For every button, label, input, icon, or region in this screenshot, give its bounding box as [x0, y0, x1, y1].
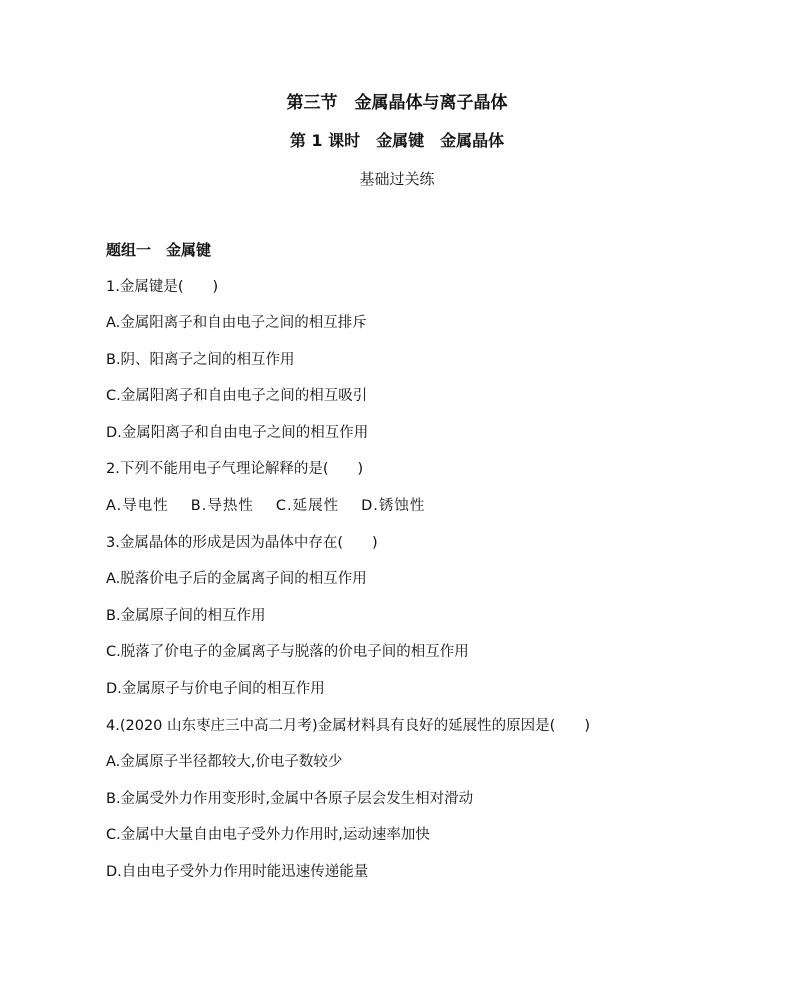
question-2-options [106, 495, 706, 517]
question-1-option-b: B.阴、阳离子之间的相互作用 [106, 351, 295, 368]
question-2-option-b: B.导热性 [190, 498, 254, 515]
question-1-option-a: A.金属阳离子和自由电子之间的相互排斥 [106, 315, 367, 332]
question-2-option-a: A.导电性 [106, 498, 169, 515]
question-list [106, 239, 706, 898]
question-1-stem: 1.金属键是( ) [106, 278, 219, 295]
question-4-option-a: A.金属原子半径都较大,价电子数较少 [106, 754, 343, 771]
question-3-option-c: C.脱落了价电子的金属离子与脱落的价电子间的相互作用 [106, 644, 469, 661]
exercise-subtitle: 基础过关练 [359, 170, 435, 188]
question-2-stem: 2.下列不能用电子气理论解释的是( ) [106, 461, 364, 478]
question-3-option-a: A.脱落价电子后的金属离子间的相互作用 [106, 571, 367, 588]
question-2-option-d: D.锈蚀性 [361, 498, 426, 515]
question-3-option-d: D.金属原子与价电子间的相互作用 [106, 681, 325, 698]
lesson-title: 第 1 课时 金属键 金属晶体 [289, 131, 505, 150]
question-2-option-c: C.延展性 [275, 498, 340, 515]
question-4-option-b: B.金属受外力作用变形时,金属中各原子层会发生相对滑动 [106, 790, 474, 807]
question-4-stem: 4.(2020 山东枣庄三中高二月考)金属材料具有良好的延展性的原因是( ) [106, 717, 590, 734]
question-4-option-c: C.金属中大量自由电子受外力作用时,运动速率加快 [106, 827, 430, 844]
question-4-option-d: D.自由电子受外力作用时能迅速传递能量 [106, 864, 369, 880]
section-title: 第三节 金属晶体与离子晶体 [286, 93, 508, 113]
question-1-option-c: C.金属阳离子和自由电子之间的相互吸引 [106, 388, 368, 405]
question-3-stem: 3.金属晶体的形成是因为晶体中存在( ) [106, 534, 378, 551]
group-heading: 题组一 金属键 [106, 241, 212, 259]
question-3-option-b: B.金属原子间的相互作用 [106, 607, 266, 624]
question-1-option-d: D.金属阳离子和自由电子之间的相互作用 [106, 424, 369, 441]
